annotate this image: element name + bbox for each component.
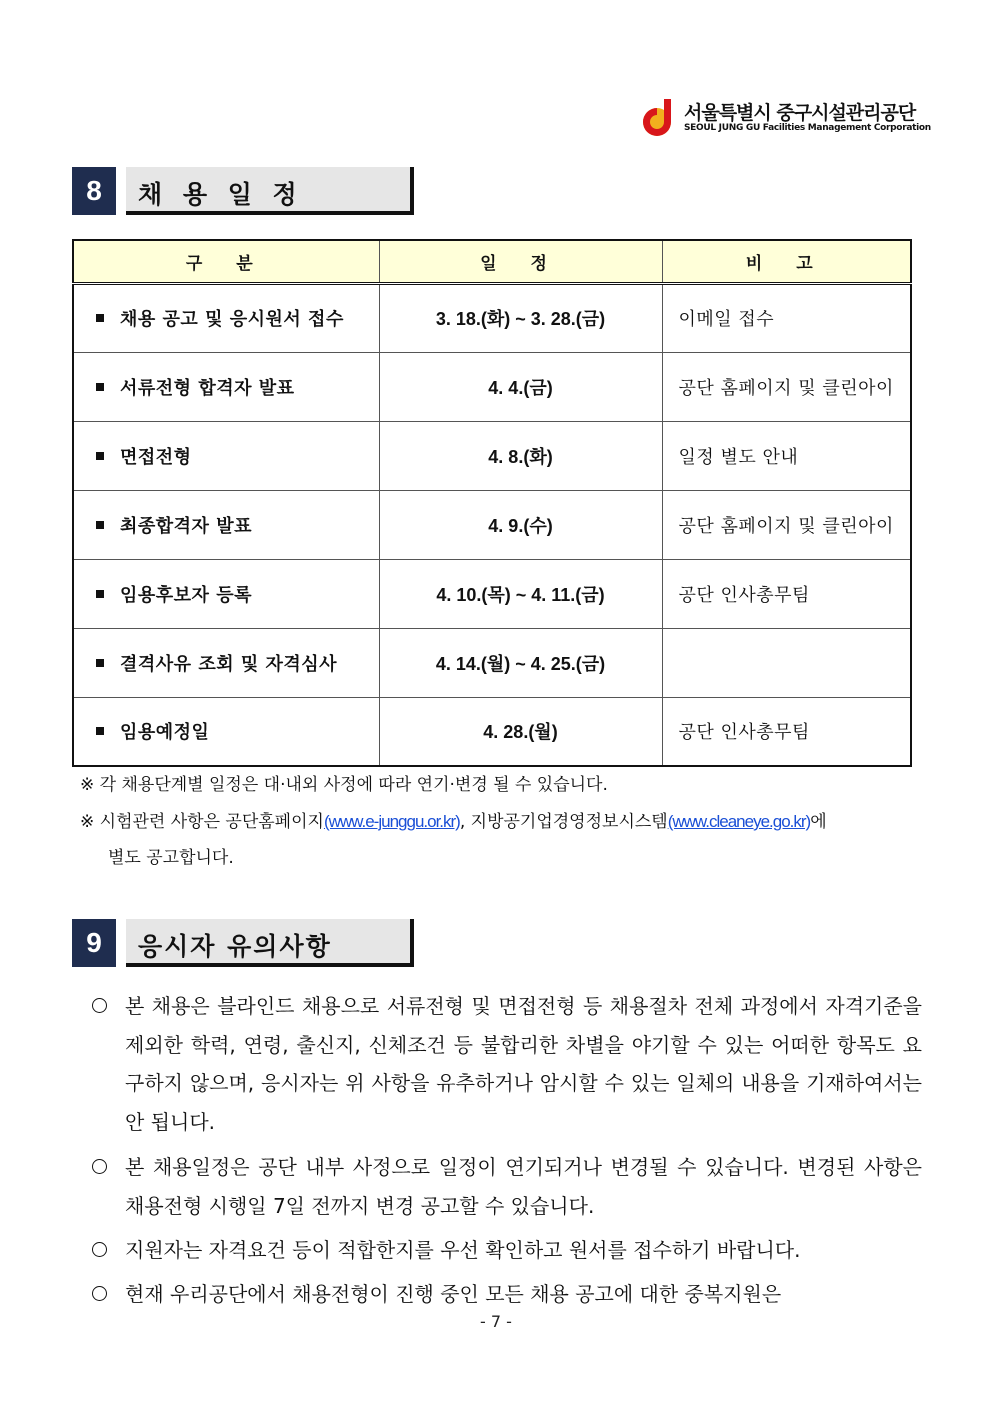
section-8-heading (72, 167, 417, 215)
row-item: 채용 공고 및 응시원서 접수 (120, 309, 344, 330)
square-bullet-icon (96, 452, 104, 460)
section-8-number: 8 (72, 167, 116, 215)
circle-bullet-icon (92, 1159, 107, 1174)
table-row (73, 628, 911, 697)
schedule-note-2: ※ 시험관련 사항은 공단홈페이지(www.e-junggu.or.kr), 지방공기업경영정보시스템(www.cleaneye.go.kr)에 (80, 812, 827, 832)
row-item: 서류전형 합격자 발표 (120, 377, 295, 399)
table-row (73, 283, 911, 352)
square-bullet-icon (96, 314, 104, 322)
circle-bullet-icon (92, 1286, 107, 1301)
section-9-number: 9 (72, 919, 116, 967)
row-item: 면접전형 (120, 446, 192, 468)
section-9-title: 응시자 유의사항 (138, 932, 332, 961)
header-category: 구 분 (73, 240, 379, 283)
logo-name-english: SEOUL JUNG GU Facilities Management Corporation (684, 123, 931, 133)
list-item (92, 1275, 922, 1314)
row-note: 공단 인사총무팀 (662, 697, 911, 766)
logo-name-korean: 서울특별시 중구시설관리공단 (684, 102, 916, 124)
square-bullet-icon (96, 521, 104, 529)
row-date: 4. 10.(목) ~ 4. 11.(금) (379, 559, 662, 628)
square-bullet-icon (96, 383, 104, 391)
table-row (73, 559, 911, 628)
logo-mark-icon (640, 96, 678, 138)
section-9-title-box (126, 919, 414, 967)
list-item-text: 본 채용은 블라인드 채용으로 서류전형 및 면접전형 등 채용절차 전체 과정에서 자격기준을 제외한 학력, 연령, 출신지, 신체조건 등 불합리한 차별을 야기할 수 있는 어떠한 항목도 요구하지 않으며, 응시자는 위 사항을 유추하거나 암시할 수 있는 일체의 내용을 기재하여서는 안 됩니다. (125, 994, 922, 1134)
row-item: 임용후보자 등록 (120, 584, 252, 606)
square-bullet-icon (96, 659, 104, 667)
square-bullet-icon (96, 727, 104, 735)
row-item: 임용예정일 (120, 722, 210, 744)
list-item-text: 현재 우리공단에서 채용전형이 진행 중인 모든 채용 공고에 대한 중복지원은 (125, 1282, 782, 1306)
row-note: 공단 홈페이지 및 클린아이 (662, 490, 911, 559)
header-remarks: 비 고 (662, 240, 911, 283)
row-date: 3. 18.(화) ~ 3. 28.(금) (379, 283, 662, 352)
section-8-title-box (126, 167, 414, 215)
homepage-link[interactable]: (www.e-junggu.or.kr) (323, 812, 460, 831)
row-note: 공단 인사총무팀 (662, 559, 911, 628)
section-9-heading (72, 919, 417, 967)
list-item (92, 987, 922, 1141)
row-date: 4. 4.(금) (379, 352, 662, 421)
table-row (73, 697, 911, 766)
table-row (73, 352, 911, 421)
table-row (73, 490, 911, 559)
page-number: - 7 - (480, 1312, 512, 1331)
circle-bullet-icon (92, 1242, 107, 1257)
table-header-row (73, 240, 911, 283)
row-note: 공단 홈페이지 및 클린아이 (662, 352, 911, 421)
row-note: 일정 별도 안내 (662, 421, 911, 490)
row-date: 4. 28.(월) (379, 697, 662, 766)
schedule-note-2-continued: 별도 공고합니다. (108, 848, 234, 868)
list-item (92, 1231, 922, 1270)
cleaneye-link[interactable]: (www.cleaneye.go.kr) (667, 812, 811, 831)
row-note (662, 628, 911, 697)
circle-bullet-icon (92, 998, 107, 1013)
list-item-text: 본 채용일정은 공단 내부 사정으로 일정이 연기되거나 변경될 수 있습니다. 변경된 사항은 채용전형 시행일 7일 전까지 변경 공고할 수 있습니다. (125, 1155, 922, 1218)
schedule-table (72, 239, 912, 767)
row-date: 4. 9.(수) (379, 490, 662, 559)
row-date: 4. 14.(월) ~ 4. 25.(금) (379, 628, 662, 697)
row-item: 결격사유 조회 및 자격심사 (120, 653, 338, 675)
table-row (73, 421, 911, 490)
square-bullet-icon (96, 590, 104, 598)
corporation-logo (640, 92, 930, 142)
list-item-text: 지원자는 자격요건 등이 적합한지를 우선 확인하고 원서를 접수하기 바랍니다. (125, 1238, 801, 1262)
row-date: 4. 8.(화) (379, 421, 662, 490)
row-item: 최종합격자 발표 (120, 515, 252, 537)
section-8-title: 채 용 일 정 (138, 180, 303, 209)
list-item (92, 1148, 922, 1225)
header-schedule: 일 정 (379, 240, 662, 283)
row-note: 이메일 접수 (662, 283, 911, 352)
schedule-note-1: ※ 각 채용단계별 일정은 대·내외 사정에 따라 연기·변경 될 수 있습니다. (80, 775, 608, 795)
